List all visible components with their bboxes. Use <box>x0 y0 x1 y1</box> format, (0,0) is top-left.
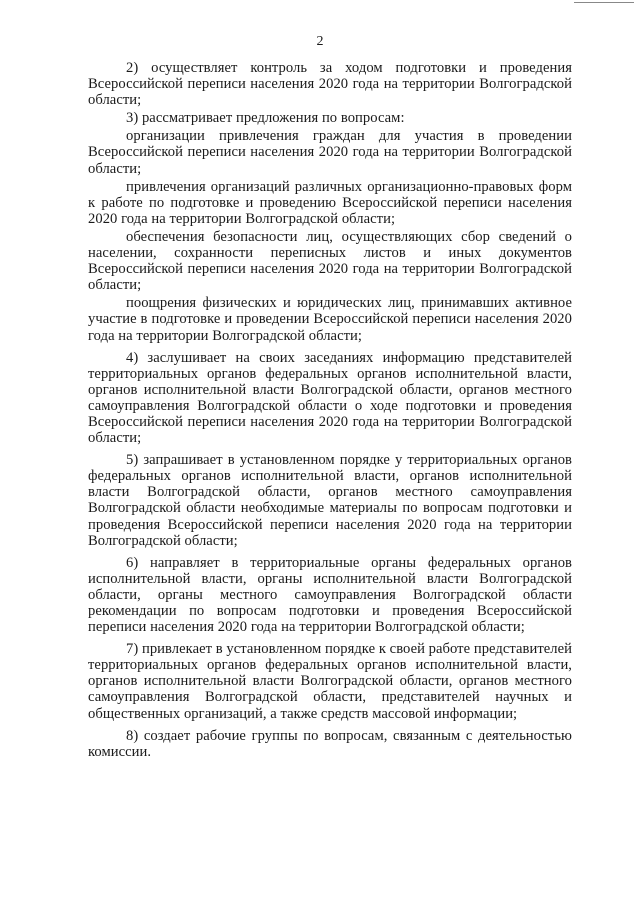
paragraph-item-8: 8) создает рабочие группы по вопросам, связанным с деятельностью комиссии. <box>88 727 572 760</box>
page-number: 2 <box>316 34 324 49</box>
paragraph-item-7: 7) привлекает в установленном порядке к своей работе представителей территориальных органов федеральных органов исполнительной власти, органов исполнительной власти Волгоградской области, органов местного самоуправления Волгоградской области, представителей научных и общественных организаций, а также средств массовой информации; <box>88 641 572 722</box>
paragraph-item-5: 5) запрашивает в установленном порядке у территориальных органов федеральных органов исполнительной власти, органов исполнительной власти Волгоградской области, органов местного самоуправления Волгоградской области необходимые материалы по вопросам подготовки и проведения Всероссийской переписи населения 2020 года на территории Волгоградской области; <box>88 452 572 549</box>
paragraph-item-3: 3) рассматривает предложения по вопросам: <box>126 110 405 127</box>
paragraph-subitem: обеспечения безопасности лиц, осуществляющих сбор сведений о населении, сохранности переписных листов и иных документов Всероссийской переписи населения 2020 года на территории Волгоградской области; <box>88 228 572 294</box>
paragraph-item-6: 6) направляет в территориальные органы федеральных органов исполнительной власти, органы исполнительной власти Волгоградской области, органы местного самоуправления Волгоградской области рекомендации по вопросам подготовки и проведения Всероссийской переписи населения 2020 года на территории Волгоградской области; <box>88 554 572 636</box>
paragraph-subitem: привлечения организаций различных организационно-правовых форм к работе по подготовке и проведению Всероссийской переписи населения 2020 года на территории Волгоградской области; <box>88 178 572 227</box>
document-body <box>88 60 572 762</box>
paragraph-subitem: поощрения физических и юридических лиц, принимавших активное участие в подготовке и проведении Всероссийской переписи населения 2020 года на территории Волгоградской области; <box>88 295 572 344</box>
scan-edge-line <box>574 2 634 3</box>
paragraph-subitem: организации привлечения граждан для участия в проведении Всероссийской переписи населения 2020 года на территории Волгоградской области; <box>88 128 572 177</box>
paragraph-item-4: 4) заслушивает на своих заседаниях информацию представителей территориальных органов федеральных органов исполнительной власти, органов исполнительной власти Волгоградской области, органов местного самоуправления Волгоградской области о ходе подготовки и проведения Всероссийской переписи населения 2020 года на территории Волгоградской области; <box>88 349 572 447</box>
paragraph-item-2: 2) осуществляет контроль за ходом подготовки и проведения Всероссийской переписи населения 2020 года на территории Волгоградской области; <box>88 60 572 109</box>
